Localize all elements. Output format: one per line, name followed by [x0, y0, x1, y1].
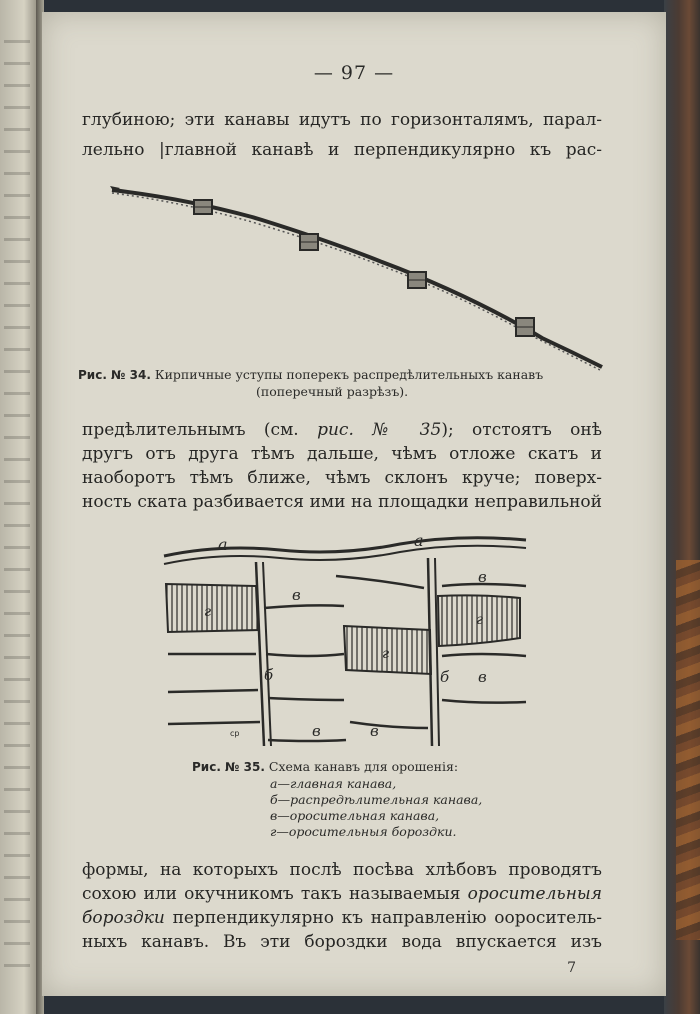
figure-34-label: Рис. № 34. [78, 368, 151, 382]
figure-34-brick-steps-diagram [102, 162, 622, 372]
figure-35-legend-item: б—распредѣлительная канава, [270, 792, 483, 807]
text-line: сохою или окучникомъ такъ называемыя оросительныя [82, 884, 602, 904]
label-g: г [382, 646, 390, 662]
label-b: б [264, 666, 274, 684]
figure-34-caption-line2: (поперечный разрѣзъ). [256, 384, 409, 399]
figure-35-irrigation-scheme [160, 524, 540, 756]
label-v: в [370, 722, 379, 740]
label-a: а [218, 535, 228, 554]
label-mark: ср [230, 729, 240, 738]
text-line: глубиною; эти канавы идутъ по горизонталямъ, парал- [82, 110, 602, 130]
book-cover-edge [664, 0, 700, 1014]
figure-35-title: Схема канавъ для орошенія: [268, 759, 459, 774]
label-v: в [478, 668, 487, 686]
brick-step [408, 272, 426, 288]
text-line: бороздки перпендикулярно къ направленію оороситель- [82, 908, 602, 928]
text-line: предѣлительнымъ (см. рис. № 35); отстоятъ онѣ [82, 420, 602, 440]
label-g: г [476, 612, 484, 628]
label-b: б [440, 668, 450, 686]
figure-35-legend-item: г—оросительныя бороздки. [270, 824, 457, 839]
text-line: ныхъ канавъ. Въ эти бороздки вода впускается изъ [82, 932, 602, 952]
figure-35-legend-item: а—главная канава, [270, 776, 397, 791]
adjacent-left-page [0, 0, 40, 1014]
figure-35-label: Рис. № 35. [192, 760, 265, 774]
label-v: в [312, 722, 321, 740]
figure-35-caption [192, 759, 458, 774]
marbled-cover-pattern [676, 560, 700, 940]
left-page-text-bleed [4, 40, 30, 980]
brick-step [516, 318, 534, 336]
text-line: формы, на которыхъ послѣ посѣва хлѣбовъ проводятъ [82, 860, 602, 880]
text-line: лельно |главной канавѣ и перпендикулярно къ рас- [82, 140, 602, 160]
text-line: ность ската разбивается ими на площадки неправильной [82, 492, 602, 512]
brick-step [194, 200, 212, 214]
label-a: а [414, 531, 424, 550]
text-line: другъ отъ друга тѣмъ дальше, чѣмъ отложе скатъ и [82, 444, 602, 464]
text-line: наоборотъ тѣмъ ближе, чѣмъ склонъ круче; поверх- [82, 468, 602, 488]
label-v: в [292, 586, 301, 604]
label-v: в [478, 568, 487, 586]
label-g: г [204, 604, 212, 620]
book-page [42, 12, 666, 996]
signature-mark: 7 [567, 960, 576, 976]
brick-step [300, 234, 318, 250]
figure-34-caption [78, 367, 543, 382]
page-number: — 97 — [313, 62, 395, 84]
figure-35-legend-item: в—оросительная канава, [270, 808, 440, 823]
figure-34-caption-text: Кирпичные уступы поперекъ распредѣлительныхъ канавъ [154, 367, 544, 382]
